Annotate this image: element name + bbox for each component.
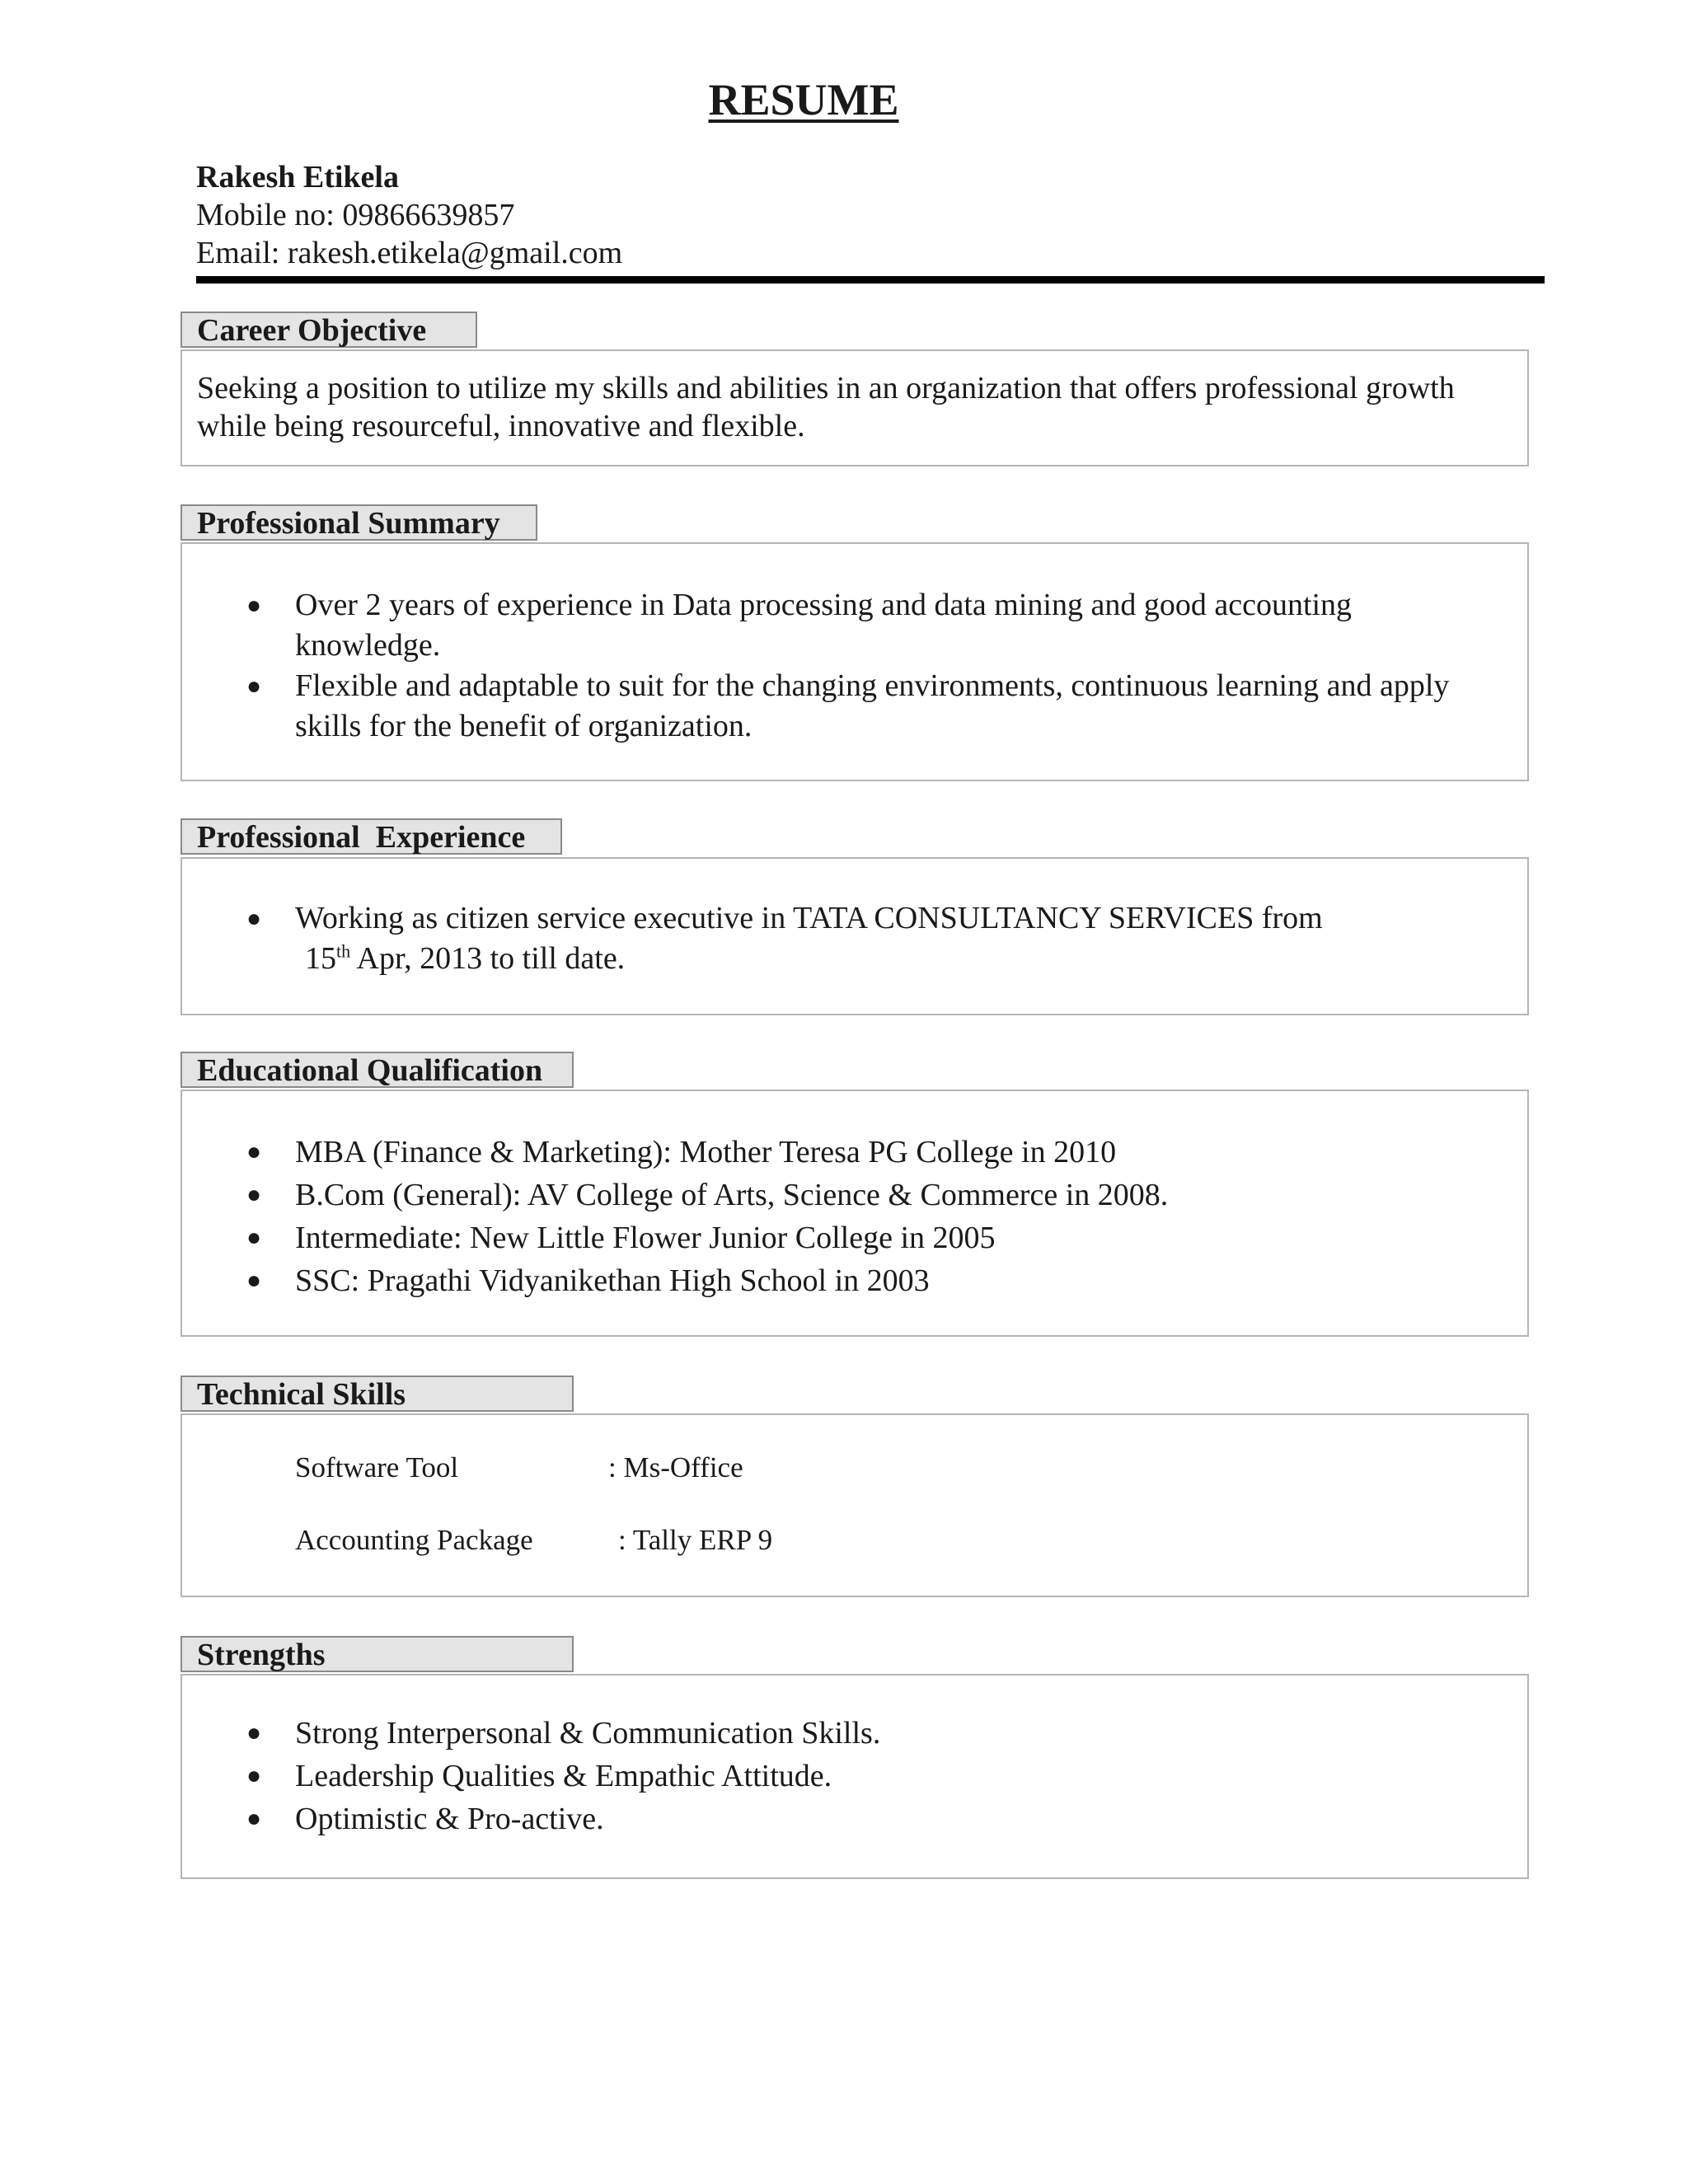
skill-label: Accounting Package xyxy=(295,1524,533,1556)
professional-summary-box xyxy=(181,542,1529,781)
professional-experience-box xyxy=(181,857,1529,1015)
professional-summary-list xyxy=(182,585,1517,747)
list-item: ● SSC: Pragathi Vidyanikethan High School in 2003 xyxy=(182,1259,1517,1302)
bullet-icon: ● xyxy=(246,1267,262,1294)
list-item: ● Optimistic & Pro-active. xyxy=(182,1797,1517,1840)
list-item: ● Leadership Qualities & Empathic Attitude. xyxy=(182,1755,1517,1797)
educational-qualification-heading: Educational Qualification xyxy=(181,1052,574,1088)
career-objective-box xyxy=(181,349,1529,466)
bullet-icon: ● xyxy=(246,905,262,932)
bullet-icon: ● xyxy=(246,1224,262,1251)
list-item: ● Intermediate: New Little Flower Junior College in 2005 xyxy=(182,1216,1517,1259)
strengths-heading: Strengths xyxy=(181,1636,574,1672)
bullet-icon: ● xyxy=(246,1181,262,1208)
list-item: ● MBA (Finance & Marketing): Mother Teresa PG College in 2010 xyxy=(182,1131,1517,1174)
list-item: ● Strong Interpersonal & Communication Skills. xyxy=(182,1712,1517,1755)
candidate-name: Rakesh Etikela xyxy=(196,160,399,194)
experience-line: Working as citizen service executive in TATA CONSULTANCY SERVICES from xyxy=(295,901,1323,935)
technical-skills-box xyxy=(181,1413,1529,1597)
career-objective-text: Seeking a position to utilize my skills and abilities in an organization that offers professional growth while being resourceful, innovative and flexible. xyxy=(197,371,1455,443)
experience-date: 15th Apr, 2013 to till date. xyxy=(305,940,626,976)
skill-row-accounting xyxy=(295,1522,772,1558)
bullet-icon: ● xyxy=(246,1762,262,1789)
list-item: ● B.Com (General): AV College of Arts, Science & Commerce in 2008. xyxy=(182,1174,1517,1216)
professional-experience-list xyxy=(182,898,1517,979)
email-address: Email: rakesh.etikela@gmail.com xyxy=(196,236,623,270)
skill-value: : Tally ERP 9 xyxy=(618,1524,773,1556)
bullet-icon: ● xyxy=(246,1805,262,1832)
education-list xyxy=(182,1131,1517,1302)
resume-title: RESUME xyxy=(708,75,899,124)
list-item: ● Flexible and adaptable to suit for the changing environments, continuous learning and apply skills for the benefit of organization. xyxy=(182,666,1517,747)
contact-block xyxy=(196,158,622,272)
list-item: ● Over 2 years of experience in Data processing and data mining and good accounting knowledge. xyxy=(182,585,1517,666)
bullet-icon: ● xyxy=(246,1138,262,1165)
professional-experience-heading: Professional Experience xyxy=(181,818,562,855)
strengths-list xyxy=(182,1712,1517,1840)
bullet-icon: ● xyxy=(246,673,262,700)
skill-row-software xyxy=(295,1450,743,1486)
educational-qualification-box xyxy=(181,1090,1529,1337)
strengths-box xyxy=(181,1674,1529,1879)
list-item xyxy=(182,898,1517,979)
mobile-number: Mobile no: 09866639857 xyxy=(196,198,515,232)
header-divider xyxy=(196,276,1545,284)
skill-label: Software Tool xyxy=(295,1451,459,1483)
professional-summary-heading: Professional Summary xyxy=(181,504,537,541)
skill-value: : Ms-Office xyxy=(608,1451,743,1483)
bullet-icon: ● xyxy=(246,1719,262,1746)
bullet-icon: ● xyxy=(246,592,262,619)
career-objective-heading: Career Objective xyxy=(181,312,477,348)
technical-skills-heading: Technical Skills xyxy=(181,1376,574,1412)
